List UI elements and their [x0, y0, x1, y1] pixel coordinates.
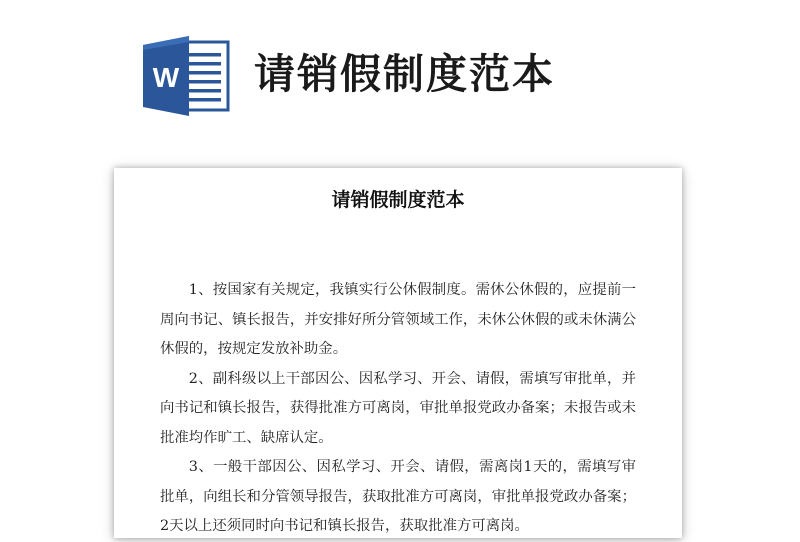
paragraph-3: 3、一般干部因公、因私学习、开会、请假，需离岗1天的，需填写审批单，向组长和分管领导报告，获取批准方可离岗，审批单报党政办备案；2天以上还须同时向书记和镇长报告，获取批准方可离岗。	[160, 459, 636, 534]
document-page	[114, 168, 682, 538]
paragraph-2: 2、副科级以上干部因公、因私学习、开会、请假，需填写审批单，并向书记和镇长报告，获得批准方可离岗，审批单报党政办备案；未报告或未批准均作旷工、缺席认定。	[160, 370, 636, 446]
word-document-icon	[141, 36, 231, 116]
header-banner	[0, 0, 800, 150]
word-icon-letter: W	[152, 62, 180, 93]
document-body	[160, 276, 636, 542]
paragraph-1: 1、按国家有关规定，我镇实行公休假制度。需休公休假的，应提前一周向书记、镇长报告，并安排好所分管领域工作，未休公休假的或未休满公休假的，按规定发放补助金。	[160, 282, 636, 357]
document-title: 请销假制度范本	[331, 189, 465, 211]
header-title: 请销假制度范本	[254, 50, 555, 98]
